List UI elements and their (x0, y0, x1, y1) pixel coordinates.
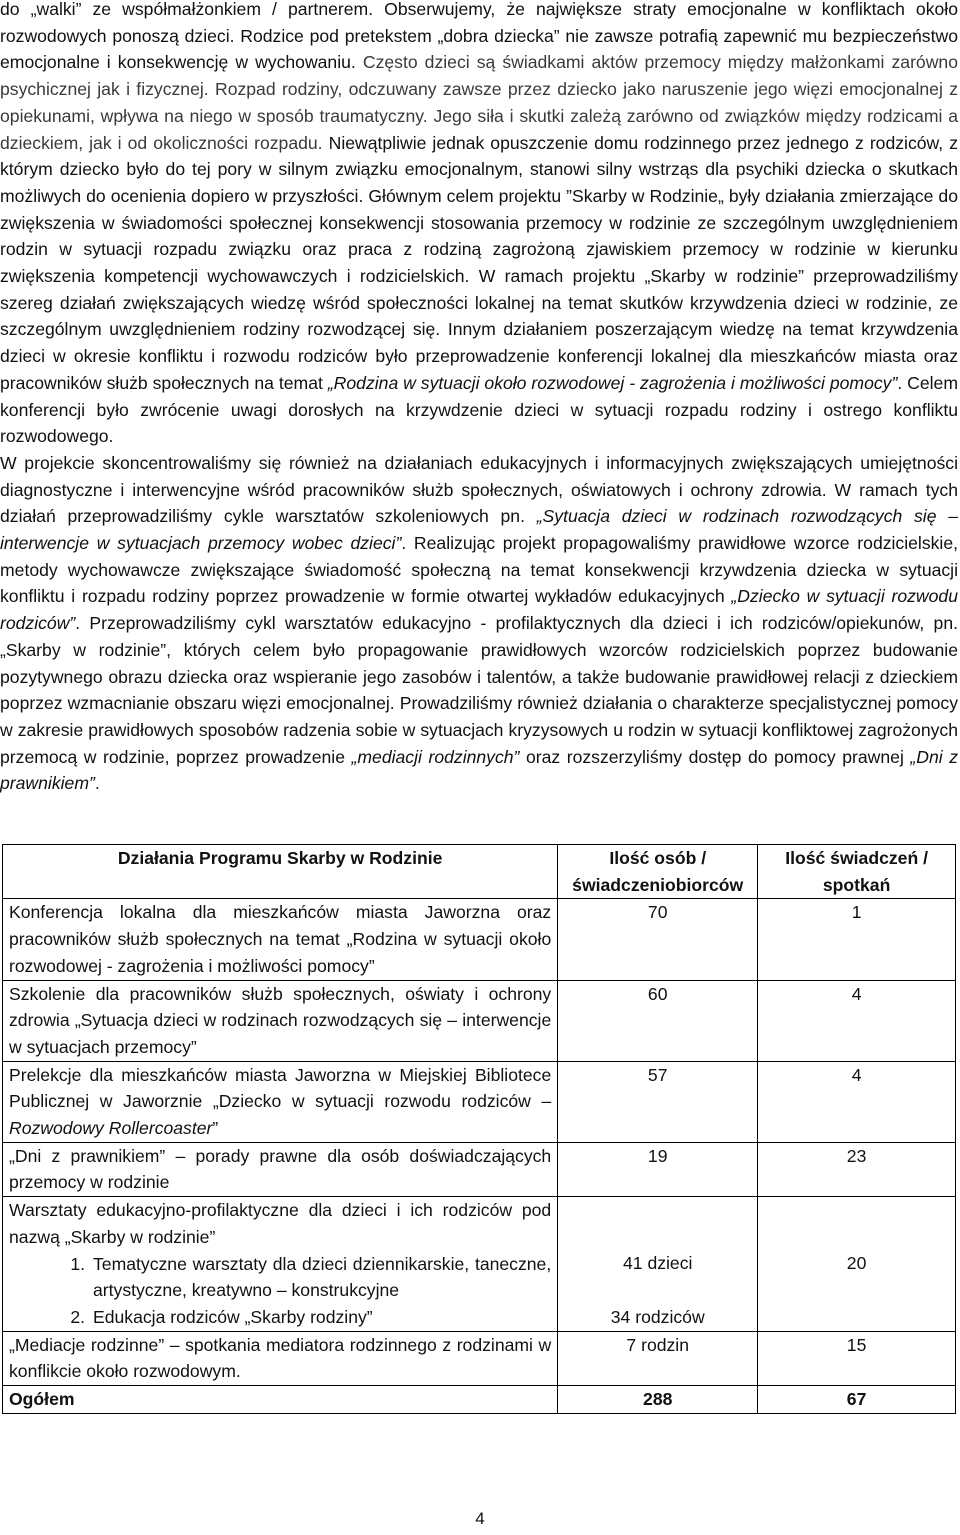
paragraph-1 (0, 0, 958, 450)
list-item (9, 1251, 551, 1304)
header-people: Ilość osób / świadczeniobiorców (558, 845, 758, 899)
activity-cell (3, 1197, 558, 1332)
sessions-cell (758, 1197, 956, 1332)
paragraph-1-part-4: Jego siła i skutki zależą zarówno od związków między rodzicami a dzieckiem, jak i od okoliczności rozpadu. (0, 105, 958, 153)
table-row (3, 1331, 956, 1385)
total-people: 288 (558, 1386, 758, 1414)
people-cell: 70 (558, 899, 758, 980)
paragraph-1-part-2: Często dzieci są świadkami aktów przemocy między małżonkami zarówno psychicznej jak i fizycznej. (0, 52, 958, 100)
list-item-text: Tematyczne warsztaty dla dzieci dziennikarskie, taneczne, artystyczne, kreatywno – konstrukcyjne (93, 1253, 552, 1301)
table-row (3, 1197, 956, 1332)
sessions-cell: 4 (758, 1061, 956, 1142)
table-row (3, 1061, 956, 1142)
people-parents: 34 rodziców (610, 1306, 705, 1327)
people-cell (558, 1197, 758, 1332)
sub-activity-list (9, 1251, 551, 1331)
paragraph-1-part-6: Głównym celem projektu ”Skarby w Rodzinie„ były działania zmierzające do zwiększenia w świadomości społecznej konsekwencji stosowania przemocy w rodzinie ze szczególnym uwzględnieniem rodzin w sytuacji rozpadu związku oraz praca z rodziną zagrożoną zjawiskiem przemocy w rodzinie w kierunku zwiększenia kompetencji wychowawczych i rodzicielskich. W ramach projektu „Skarby w rodzinie” przeprowadziliśmy szereg działań zwiększających wiedzę wśród społeczności lokalnej na temat skutków krzywdzenia dzieci w rodzinie, ze szczególnym uwzględnieniem rodziny rozwodzącej się. Innym działaniem poszerzającym wiedzę na temat krzywdzenia dzieci w okresie konfliktu i rozwodu rodziców było przeprowadzenie konferencji lokalnej dla mieszkańców miasta oraz pracowników służb społecznych na temat (0, 185, 958, 393)
total-sessions: 67 (758, 1386, 956, 1414)
activity-text: Warsztaty edukacyjno-profilaktyczne dla dzieci i ich rodziców pod nazwą „Skarby w rodzinie” (9, 1200, 552, 1247)
list-item-number: 1. (70, 1253, 85, 1274)
people-children: 41 dzieci (622, 1253, 693, 1274)
table-row (3, 1142, 956, 1196)
paragraph-2-part-i: . (94, 773, 100, 794)
sessions-cell: 15 (758, 1331, 956, 1385)
people-cell: 19 (558, 1142, 758, 1196)
table-row (3, 899, 956, 980)
page-number: 4 (475, 1509, 485, 1528)
table-row (3, 980, 956, 1061)
paragraph-2 (0, 450, 958, 797)
people-cell: 57 (558, 1061, 758, 1142)
activity-italic-text: Rozwodowy Rollercoaster (9, 1118, 213, 1139)
paragraph-1-part-5: Niewątpliwie jednak opuszczenie domu rodzinnego przez jednego z rodziców, z którym dziecko było do tej pory w silnym związku emocjonalnym, stanowi silny wstrząs dla psychiki dziecka o skutkach możliwych do ocenienia dopiero w przyszłości. (0, 132, 958, 206)
table-total-row (3, 1386, 956, 1414)
conference-title: „Rodzina w sytuacji około rozwodowej - zagrożenia i możliwości pomocy” (327, 372, 898, 393)
sessions-cell: 23 (758, 1142, 956, 1196)
paragraph-1-part-7: . Celem konferencji było zwrócenie uwagi dorosłych na krzywdzenie dzieci w sytuacji rozpadu rodziny i ostrego konfliktu rozwodowego. (0, 372, 958, 447)
activity-cell: „Dni z prawnikiem” – porady prawne dla osób doświadczających przemocy w rodzinie (3, 1142, 558, 1196)
activity-cell: Konferencja lokalna dla mieszkańców miasta Jaworzna oraz pracowników służb społecznych na temat „Rodzina w sytuacji około rozwodowej - zagrożenia i możliwości pomocy” (3, 899, 558, 980)
paragraph-2-part-e: . Przeprowadziliśmy cykl warsztatów edukacyjno - profilaktycznych dla dzieci i ich rodziców/opiekunów, pn. „Skarby w rodzinie”, których celem było propagowanie prawidłowych wzorców rodzicielskich poprzez budowanie pozytywnego obrazu dziecka oraz wspieranie jego zasobów i talentów, a także budowanie prawidłowej relacji z dzieckiem poprzez wzmacnianie obszaru więzi emocjonalnej. Prowadziliśmy również działania o charakterze specjalistycznej pomocy w zakresie prawidłowych sposobów radzenia sobie w sytuacjach kryzysowych u rodzin w sytuacji konfliktowej zagrożonych przemocą w rodzinie, poprzez prowadzenie (0, 613, 958, 767)
activity-cell: Szkolenie dla pracowników służb społecznych, oświaty i ochrony zdrowia „Sytuacja dzieci w rodzinach rozwodzących się – interwencje w sytuacjach przemocy” (3, 980, 558, 1061)
list-item (9, 1304, 551, 1331)
paragraph-1-part-1: do „walki” ze współmałżonkiem / partnerem. Obserwujemy, że największe straty emocjonalne w konfliktach około rozwodowych ponoszą dzieci. Rodzice pod pretekstem „dobra dziecka” nie zawsze potrafią zapewnić mu bezpieczeństwo emocjonalne i konsekwencję w wychowaniu. (0, 0, 958, 73)
paragraph-2-part-c: . Realizując projekt propagowaliśmy prawidłowe wzorce rodzicielskie, metody wychowawcze zwiększające świadomość społeczną na temat konsekwencji krzywdzenia dziecka w sytuacji konfliktu i rozpadu rodziny poprzez prowadzenie w formie otwartej wykładów edukacyjnych (0, 533, 959, 607)
list-item-text: Edukacja rodziców „Skarby rodziny” (93, 1306, 373, 1327)
people-cell: 60 (558, 980, 758, 1061)
activity-cell (3, 1061, 558, 1142)
paragraph-1-part-3: Rozpad rodziny, odczuwany zawsze przez dziecko jako naruszenie jego więzi emocjonalnej z opiekunami, wpływa na niego w sposób traumatyczny. (0, 79, 958, 126)
activity-text: Prelekcje dla mieszkańców miasta Jaworzna w Miejskiej Bibliotece Publicznej w Jaworznie „Dziecko w sytuacji rozwodu rodziców – (9, 1064, 552, 1112)
people-cell: 7 rodzin (558, 1331, 758, 1385)
sessions-cell: 4 (758, 980, 956, 1061)
workshop-title: „Sytuacja dzieci w rodzinach rozwodzących się – interwencje w sytuacjach przemocy wobec dzieci” (0, 506, 958, 554)
program-table (2, 844, 956, 1414)
sessions-cell: 1 (758, 899, 956, 980)
table-header-row (3, 845, 956, 899)
total-label: Ogółem (3, 1386, 558, 1414)
sessions-value: 20 (846, 1253, 867, 1274)
lecture-title: „Dziecko w sytuacji rozwodu rodziców” (0, 586, 958, 634)
mediation-title: „mediacji rodzinnych” (351, 746, 520, 767)
activity-cell: „Mediacje rodzinne” – spotkania mediatora rodzinnego z rodzinami w konflikcie około rozwodowym. (3, 1331, 558, 1385)
header-sessions: Ilość świadczeń / spotkań (758, 845, 956, 899)
paragraph-2-part-g: oraz rozszerzyliśmy dostęp do pomocy prawnej (519, 746, 911, 767)
header-activities: Działania Programu Skarby w Rodzinie (3, 845, 558, 899)
activity-text-end: ” (212, 1118, 219, 1139)
paragraph-2-part-a: W projekcie skoncentrowaliśmy się również na działaniach edukacyjnych i informacyjnych zwiększających umiejętności diagnostyczne i interwencyjne wśród pracowników służb społecznych, oświatowych i ochrony zdrowia. W ramach tych działań przeprowadziliśmy cykle warsztatów szkoleniowych pn. (0, 452, 958, 527)
list-item-number: 2. (70, 1306, 85, 1327)
lawyer-days-title: „Dni z prawnikiem” (0, 746, 959, 794)
